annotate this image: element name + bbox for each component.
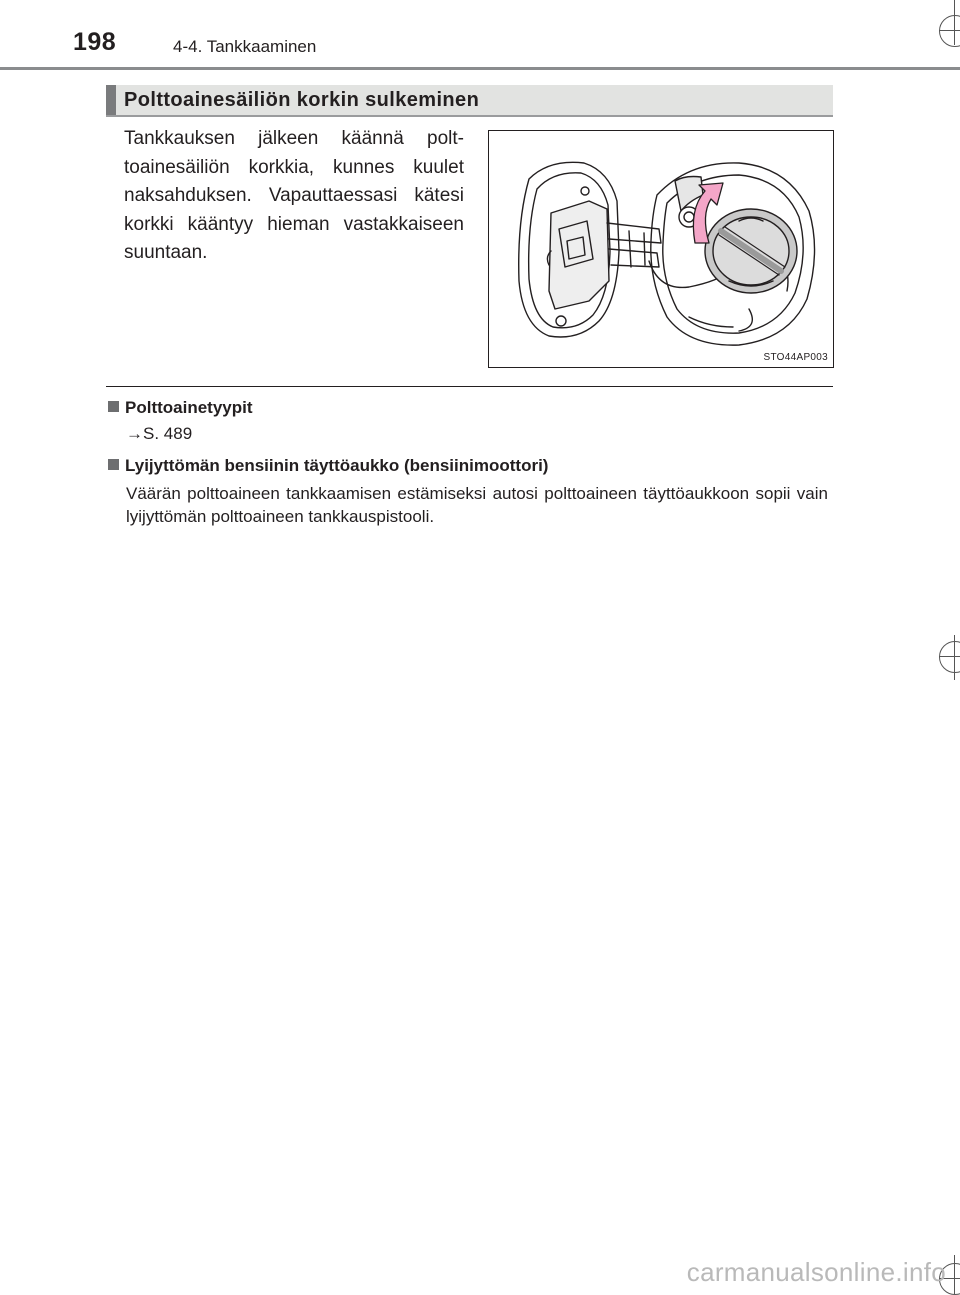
bullet-square-icon	[108, 459, 119, 470]
note-heading-unleaded-inlet	[108, 456, 548, 476]
watermark: carmanualsonline.info	[686, 1257, 946, 1287]
note-heading-text: Polttoainetyypit	[125, 398, 253, 417]
section-heading-text: Polttoainesäiliön korkin sulkeminen	[124, 89, 480, 111]
note-heading-text: Lyijyttömän bensiinin täyttöaukko (bensiinimoottori)	[125, 456, 549, 475]
section-heading-bar	[106, 85, 116, 115]
fuel-door-drawing	[489, 131, 833, 367]
fuel-cap-illustration	[488, 130, 834, 368]
chapter-title: 4-4. Tankkaaminen	[173, 37, 317, 56]
figure-code: STO44AP003	[763, 352, 828, 363]
page-number: 198	[73, 28, 117, 56]
note-heading-fuel-types	[108, 398, 253, 418]
crop-mark-middle-right	[925, 635, 960, 680]
section-divider	[106, 386, 833, 387]
instruction-text: Tankkauksen jälkeen käännä polttoainesäiliön korkkia, kunnes kuulet naksahduksen. Vapauttaessasi kätesi korkki kääntyy hieman vastakkaiseen suuntaan.	[124, 128, 464, 263]
bullet-square-icon	[108, 401, 119, 412]
note-paragraph: Väärän polttoaineen tankkaamisen estämiseksi autosi polttoaineen täyttöaukkoon sopii vain lyijyttömän polttoaineen tankkauspistooli.	[126, 484, 828, 526]
page-reference-link[interactable]: →S. 489	[126, 424, 193, 443]
crop-mark-top-right	[925, 0, 960, 45]
section-heading	[106, 85, 833, 117]
header-rule	[0, 67, 960, 70]
